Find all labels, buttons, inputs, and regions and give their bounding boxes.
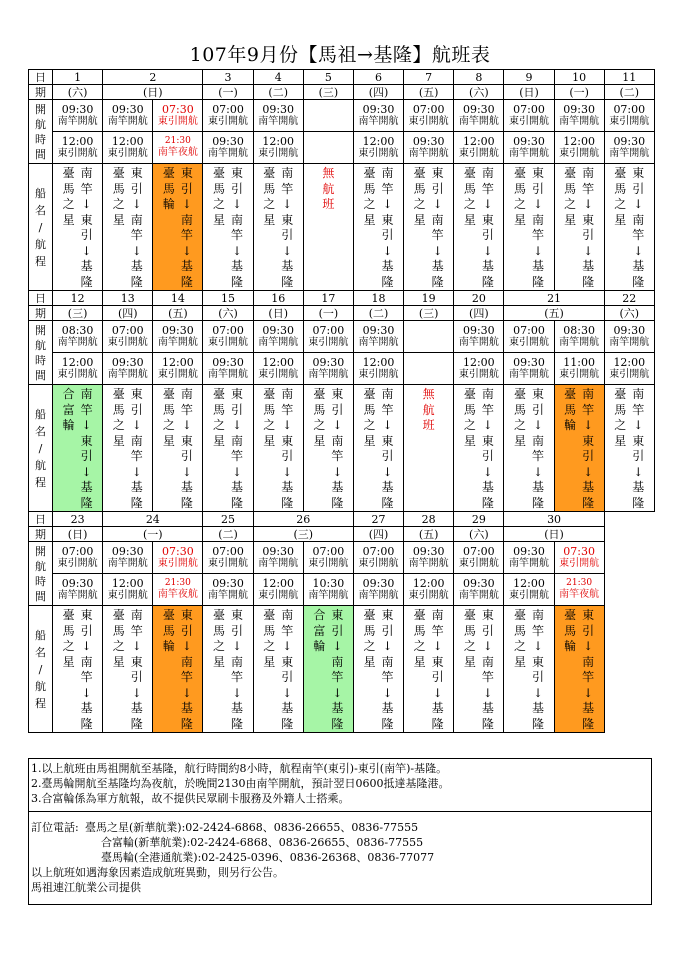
ship-name: 臺 馬 之 星 xyxy=(162,387,175,448)
weekday-cell: (五) xyxy=(504,306,604,321)
route: 南 竿 ↓ 東 引 ↓ 基 隆 xyxy=(431,608,444,731)
ship-route-cell xyxy=(103,385,153,512)
date-cell: 23 xyxy=(53,512,103,527)
day-label: 期 xyxy=(29,85,53,100)
date-cell: 28 xyxy=(404,512,454,527)
ship-route-cell xyxy=(53,164,103,291)
ship-route-cell xyxy=(404,606,454,733)
departure-time-2: 12:00 東引開航 xyxy=(604,353,654,385)
date-cell: 11 xyxy=(604,70,654,85)
route: 南 竿 ↓ 東 引 ↓ 基 隆 xyxy=(481,387,494,510)
time-label: 開 航 時 間 xyxy=(29,321,53,385)
departure-time-1: 09:30 南竿開航 xyxy=(253,100,303,132)
weekday-cell: (一) xyxy=(303,306,353,321)
departure-time-2: 09:30 南竿開航 xyxy=(504,353,554,385)
departure-time-2: 09:30 南竿開航 xyxy=(203,353,253,385)
departure-time-2: 12:00 東引開航 xyxy=(404,574,454,606)
ship-name: 合 富 輪 xyxy=(313,608,326,653)
ship-name: 臺 馬 之 星 xyxy=(263,387,276,448)
departure-time-2: 10:30 南竿開航 xyxy=(303,574,353,606)
ship-route-cell xyxy=(353,385,403,512)
time-label: 開 航 時 間 xyxy=(29,100,53,164)
ship-route-cell xyxy=(604,164,654,291)
ship-name: 臺 馬 之 星 xyxy=(463,387,476,448)
date-cell: 7 xyxy=(404,70,454,85)
route: 南 竿 ↓ 東 引 ↓ 基 隆 xyxy=(281,608,294,731)
route: 南 竿 ↓ 東 引 ↓ 基 隆 xyxy=(180,387,193,510)
departure-time-1: 07:00 東引開航 xyxy=(353,542,403,574)
ship-name: 臺 馬 之 星 xyxy=(513,387,526,448)
departure-time-1: 09:30 南竿開航 xyxy=(554,100,604,132)
empty-time-cell xyxy=(303,100,353,132)
weekday-cell: (日) xyxy=(253,306,303,321)
departure-time-1: 09:30 南竿開航 xyxy=(454,100,504,132)
route: 南 竿 ↓ 東 引 ↓ 基 隆 xyxy=(381,387,394,510)
ship-route-cell xyxy=(504,606,554,733)
date-cell: 5 xyxy=(303,70,353,85)
date-cell: 13 xyxy=(103,291,153,306)
date-cell: 19 xyxy=(404,291,454,306)
route: 東 引 ↓ 南 竿 ↓ 基 隆 xyxy=(531,387,544,510)
ship-name: 臺 馬 之 星 xyxy=(413,608,426,669)
departure-time-2: 11:00 東引開航 xyxy=(554,353,604,385)
ship-route-cell xyxy=(554,385,604,512)
ship-name: 臺 馬 之 星 xyxy=(513,166,526,227)
departure-time-1: 09:30 南竿開航 xyxy=(504,542,554,574)
footer-note: 以上航班如遇海象因素造成航班異動，則另行公告。 xyxy=(31,866,284,879)
ship-route-cell xyxy=(153,385,203,512)
departure-time-2: 12:00 東引開航 xyxy=(454,353,504,385)
date-cell: 17 xyxy=(303,291,353,306)
route: 東 引 ↓ 南 竿 ↓ 基 隆 xyxy=(381,608,394,731)
weekday-cell: (四) xyxy=(353,85,403,100)
ship-name: 臺 馬 之 星 xyxy=(213,166,226,227)
ship-route-cell xyxy=(203,385,253,512)
date-cell: 29 xyxy=(454,512,504,527)
route: 東 引 ↓ 南 竿 ↓ 基 隆 xyxy=(531,166,544,289)
departure-time-1: 09:30 南竿開航 xyxy=(253,321,303,353)
weekday-cell: (日) xyxy=(103,85,203,100)
ship-route-cell xyxy=(303,606,353,733)
route: 南 竿 ↓ 東 引 ↓ 基 隆 xyxy=(80,387,93,510)
weekday-cell: (一) xyxy=(203,85,253,100)
date-cell: 25 xyxy=(203,512,253,527)
time-label: 開 航 時 間 xyxy=(29,542,53,606)
ship-route-cell xyxy=(153,164,203,291)
day-label: 期 xyxy=(29,306,53,321)
note-line: 3.合富輪係為軍方航報，故不提供民眾刷卡服務及外籍人士搭乘。 xyxy=(31,792,350,805)
ship-name: 臺 馬 之 星 xyxy=(62,608,75,669)
route: 東 引 ↓ 南 竿 ↓ 基 隆 xyxy=(80,608,93,731)
departure-time-2: 12:00 東引開航 xyxy=(103,132,153,164)
contact-line: 臺馬輪(全港通航業):02-2425-0396、0836-26368、0836-77077 xyxy=(101,851,435,864)
page-title: 107年9月份【馬祖→基隆】航班表 xyxy=(189,44,491,66)
departure-time-2: 09:30 南竿開航 xyxy=(454,574,504,606)
weekday-cell: (五) xyxy=(404,527,454,542)
ship-route-cell xyxy=(103,164,153,291)
date-cell: 20 xyxy=(454,291,504,306)
route: 東 引 ↓ 南 竿 ↓ 基 隆 xyxy=(481,608,494,731)
departure-time-2: 12:00 東引開航 xyxy=(353,353,403,385)
ship-name: 臺 馬 之 星 xyxy=(463,166,476,227)
route: 東 引 ↓ 南 竿 ↓ 基 隆 xyxy=(632,166,645,289)
ship-route-cell xyxy=(353,606,403,733)
ship-name: 臺 馬 之 星 xyxy=(112,166,125,227)
note-line: 2.臺馬輪開航至基隆均為夜航，於晚間2130由南竿開航，預計翌日0600抵達基隆港。 xyxy=(31,777,450,790)
departure-time-2: 12:00 東引開航 xyxy=(53,353,103,385)
date-cell: 12 xyxy=(53,291,103,306)
date-cell: 16 xyxy=(253,291,303,306)
date-cell: 2 xyxy=(103,70,203,85)
route: 東 引 ↓ 南 竿 ↓ 基 隆 xyxy=(180,166,193,289)
ship-label: 船 名 / 航 程 xyxy=(29,385,53,512)
departure-time-2: 09:30 南竿開航 xyxy=(203,132,253,164)
weekday-cell: (四) xyxy=(454,306,504,321)
departure-time-2: 12:00 東引開航 xyxy=(253,353,303,385)
departure-time-2: 12:00 東引開航 xyxy=(103,574,153,606)
notes-box xyxy=(28,758,652,812)
weekday-cell: (四) xyxy=(103,306,153,321)
ship-route-cell xyxy=(554,606,604,733)
departure-time-1: 07:30 東引開航 xyxy=(153,542,203,574)
weekday-cell: (二) xyxy=(604,85,654,100)
date-cell: 8 xyxy=(454,70,504,85)
ship-name: 臺 馬 之 星 xyxy=(564,166,577,227)
departure-time-2: 12:00 東引開航 xyxy=(353,132,403,164)
weekday-cell: (三) xyxy=(53,306,103,321)
departure-time-1: 07:00 東引開航 xyxy=(404,100,454,132)
departure-time-2: 12:00 東引開航 xyxy=(253,132,303,164)
day-label: 日 xyxy=(29,512,53,527)
route: 南 竿 ↓ 東 引 ↓ 基 隆 xyxy=(80,166,93,289)
ship-name: 臺 馬 輪 xyxy=(564,608,577,653)
ship-name: 臺 馬 之 星 xyxy=(112,608,125,669)
route: 東 引 ↓ 南 竿 ↓ 基 隆 xyxy=(231,608,244,731)
date-cell: 14 xyxy=(153,291,203,306)
weekday-cell: (二) xyxy=(203,527,253,542)
weekday-cell: (三) xyxy=(404,306,454,321)
no-flight-cell: 無 航 班 xyxy=(303,164,353,291)
footer-provider: 馬祖連江航業公司提供 xyxy=(31,881,141,894)
ship-route-cell xyxy=(153,606,203,733)
ship-name: 臺 馬 之 星 xyxy=(614,387,627,448)
departure-time-1: 08:30 南竿開航 xyxy=(554,321,604,353)
departure-time-2: 12:00 東引開航 xyxy=(153,353,203,385)
departure-time-2: 09:30 南竿開航 xyxy=(353,574,403,606)
ship-name: 臺 馬 輪 xyxy=(162,166,175,211)
weekday-cell: (二) xyxy=(353,306,403,321)
departure-time-2: 12:00 東引開航 xyxy=(554,132,604,164)
departure-time-1: 09:30 南竿開航 xyxy=(604,321,654,353)
departure-time-1: 07:30 東引開航 xyxy=(153,100,203,132)
weekday-cell: (一) xyxy=(554,85,604,100)
departure-time-1: 09:30 南竿開航 xyxy=(253,542,303,574)
weekday-cell: (二) xyxy=(253,85,303,100)
departure-time-2: 09:30 南竿開航 xyxy=(604,132,654,164)
ship-name: 臺 馬 之 星 xyxy=(112,387,125,448)
contact-label: 訂位電話: xyxy=(31,821,79,834)
ship-route-cell xyxy=(253,385,303,512)
departure-time-1: 09:30 南竿開航 xyxy=(404,542,454,574)
ship-name: 臺 馬 輪 xyxy=(162,608,175,653)
route: 東 引 ↓ 南 竿 ↓ 基 隆 xyxy=(130,166,143,289)
note-line: 1.以上航班由馬祖開航至基隆，航行時間約8小時，航程南竿(東引)-東引(南竿)-基隆。 xyxy=(31,762,448,775)
weekday-cell: (六) xyxy=(454,527,504,542)
ship-route-cell xyxy=(303,385,353,512)
weekday-cell: (六) xyxy=(203,306,253,321)
route: 東 引 ↓ 南 竿 ↓ 基 隆 xyxy=(331,608,344,731)
departure-time-2: 09:30 南竿開航 xyxy=(404,132,454,164)
ship-label: 船 名 / 航 程 xyxy=(29,164,53,291)
ship-route-cell xyxy=(53,606,103,733)
date-cell: 18 xyxy=(353,291,403,306)
empty-time-cell xyxy=(404,353,454,385)
ship-name: 臺 馬 之 星 xyxy=(413,166,426,227)
departure-time-1: 07:00 東引開航 xyxy=(454,542,504,574)
ship-name: 臺 馬 之 星 xyxy=(363,608,376,669)
route: 東 引 ↓ 南 竿 ↓ 基 隆 xyxy=(331,387,344,510)
contact-line: 合富輪(新華航業):02-2424-6868、0836-26655、0836-77555 xyxy=(101,836,424,849)
route: 南 竿 ↓ 東 引 ↓ 基 隆 xyxy=(582,387,595,510)
date-cell: 22 xyxy=(604,291,654,306)
route: 南 竿 ↓ 東 引 ↓ 基 隆 xyxy=(381,166,394,289)
ship-name: 臺 馬 之 星 xyxy=(513,608,526,669)
ship-route-cell xyxy=(203,164,253,291)
ship-name: 合 富 輪 xyxy=(62,387,75,432)
weekday-cell: (六) xyxy=(454,85,504,100)
departure-time-1: 07:00 東引開航 xyxy=(203,321,253,353)
ship-route-cell xyxy=(253,164,303,291)
ship-route-cell xyxy=(454,385,504,512)
departure-time-1: 07:00 東引開航 xyxy=(604,100,654,132)
route: 南 竿 ↓ 東 引 ↓ 基 隆 xyxy=(531,608,544,731)
no-flight-cell: 無 航 班 xyxy=(404,385,454,512)
date-cell: 6 xyxy=(353,70,403,85)
contact-line: 臺馬之星(新華航業):02-2424-6868、0836-26655、0836-77555 xyxy=(85,821,419,834)
weekday-cell: (五) xyxy=(153,306,203,321)
route: 東 引 ↓ 南 竿 ↓ 基 隆 xyxy=(231,166,244,289)
ship-name: 臺 馬 之 星 xyxy=(263,608,276,669)
ship-route-cell xyxy=(454,164,504,291)
departure-time-1: 09:30 南竿開航 xyxy=(353,100,403,132)
departure-time-1: 07:00 東引開航 xyxy=(103,321,153,353)
ship-route-cell xyxy=(554,164,604,291)
departure-time-1: 07:00 東引開航 xyxy=(504,100,554,132)
ship-route-cell xyxy=(504,385,554,512)
departure-time-1: 09:30 南竿開航 xyxy=(103,542,153,574)
departure-time-2: 09:30 南竿開航 xyxy=(504,132,554,164)
departure-time-2: 09:30 南竿開航 xyxy=(103,353,153,385)
ship-name: 臺 馬 之 星 xyxy=(213,608,226,669)
departure-time-1: 07:00 東引開航 xyxy=(203,100,253,132)
route: 南 竿 ↓ 東 引 ↓ 基 隆 xyxy=(481,166,494,289)
ship-name: 臺 馬 之 星 xyxy=(363,166,376,227)
departure-time-2: 21:30 南竿夜航 xyxy=(153,574,203,606)
route: 東 引 ↓ 南 竿 ↓ 基 隆 xyxy=(431,166,444,289)
ship-name: 臺 馬 之 星 xyxy=(62,166,75,227)
departure-time-2: 12:00 東引開航 xyxy=(504,574,554,606)
departure-time-1: 07:30 東引開航 xyxy=(554,542,604,574)
departure-time-1: 09:30 南竿開航 xyxy=(53,100,103,132)
ship-label: 船 名 / 航 程 xyxy=(29,606,53,733)
departure-time-1: 09:30 南竿開航 xyxy=(153,321,203,353)
ship-name: 臺 馬 之 星 xyxy=(263,166,276,227)
date-cell: 4 xyxy=(253,70,303,85)
weekday-cell: (一) xyxy=(103,527,203,542)
empty-time-cell xyxy=(404,321,454,353)
empty-time-cell xyxy=(303,132,353,164)
date-cell: 15 xyxy=(203,291,253,306)
date-cell: 10 xyxy=(554,70,604,85)
ship-route-cell xyxy=(353,164,403,291)
ship-name: 臺 馬 之 星 xyxy=(213,387,226,448)
departure-time-1: 07:00 東引開航 xyxy=(303,321,353,353)
departure-time-2: 12:00 東引開航 xyxy=(454,132,504,164)
weekday-cell: (六) xyxy=(604,306,654,321)
date-cell: 21 xyxy=(504,291,604,306)
departure-time-2: 09:30 南竿開航 xyxy=(303,353,353,385)
route: 南 竿 ↓ 東 引 ↓ 基 隆 xyxy=(582,166,595,289)
ship-name: 臺 馬 之 星 xyxy=(614,166,627,227)
departure-time-2: 21:30 南竿夜航 xyxy=(554,574,604,606)
day-label: 日 xyxy=(29,291,53,306)
weekday-cell: (六) xyxy=(53,85,103,100)
weekday-cell: (日) xyxy=(504,85,554,100)
date-cell: 27 xyxy=(353,512,403,527)
date-cell: 3 xyxy=(203,70,253,85)
route: 南 竿 ↓ 東 引 ↓ 基 隆 xyxy=(130,608,143,731)
ship-route-cell xyxy=(203,606,253,733)
ship-name: 臺 馬 之 星 xyxy=(463,608,476,669)
route: 東 引 ↓ 南 竿 ↓ 基 隆 xyxy=(231,387,244,510)
date-cell: 1 xyxy=(53,70,103,85)
weekday-cell: (五) xyxy=(404,85,454,100)
departure-time-2: 12:00 東引開航 xyxy=(253,574,303,606)
ship-name: 臺 馬 之 星 xyxy=(363,387,376,448)
departure-time-1: 07:00 東引開航 xyxy=(303,542,353,574)
date-cell: 24 xyxy=(103,512,203,527)
ship-route-cell xyxy=(53,385,103,512)
departure-time-2: 09:30 南竿開航 xyxy=(53,574,103,606)
ship-route-cell xyxy=(103,606,153,733)
departure-time-2: 21:30 南竿夜航 xyxy=(153,132,203,164)
departure-time-2: 09:30 南竿開航 xyxy=(203,574,253,606)
departure-time-1: 09:30 南竿開航 xyxy=(454,321,504,353)
date-cell: 9 xyxy=(504,70,554,85)
weekday-cell: (日) xyxy=(504,527,604,542)
ship-route-cell xyxy=(404,164,454,291)
date-cell: 26 xyxy=(253,512,353,527)
route: 南 竿 ↓ 東 引 ↓ 基 隆 xyxy=(632,387,645,510)
departure-time-2: 12:00 東引開航 xyxy=(53,132,103,164)
departure-time-1: 09:30 南竿開航 xyxy=(353,321,403,353)
route: 南 竿 ↓ 東 引 ↓ 基 隆 xyxy=(281,387,294,510)
weekday-cell: (三) xyxy=(303,85,353,100)
departure-time-1: 07:00 東引開航 xyxy=(203,542,253,574)
ship-route-cell xyxy=(454,606,504,733)
weekday-cell: (三) xyxy=(253,527,353,542)
route: 東 引 ↓ 南 竿 ↓ 基 隆 xyxy=(130,387,143,510)
ship-route-cell xyxy=(604,385,654,512)
ship-route-cell xyxy=(504,164,554,291)
departure-time-1: 09:30 南竿開航 xyxy=(103,100,153,132)
route: 南 竿 ↓ 東 引 ↓ 基 隆 xyxy=(281,166,294,289)
route: 東 引 ↓ 南 竿 ↓ 基 隆 xyxy=(582,608,595,731)
route: 東 引 ↓ 南 竿 ↓ 基 隆 xyxy=(180,608,193,731)
departure-time-1: 07:00 東引開航 xyxy=(53,542,103,574)
contact-box xyxy=(28,812,652,905)
ship-name: 臺 馬 之 星 xyxy=(313,387,326,448)
departure-time-1: 07:00 東引開航 xyxy=(504,321,554,353)
day-label: 期 xyxy=(29,527,53,542)
ship-name: 臺 馬 輪 xyxy=(564,387,577,432)
weekday-cell: (日) xyxy=(53,527,103,542)
weekday-cell: (四) xyxy=(353,527,403,542)
departure-time-1: 08:30 南竿開航 xyxy=(53,321,103,353)
ship-route-cell xyxy=(253,606,303,733)
day-label: 日 xyxy=(29,70,53,85)
date-cell: 30 xyxy=(504,512,604,527)
schedule-table xyxy=(28,69,655,733)
